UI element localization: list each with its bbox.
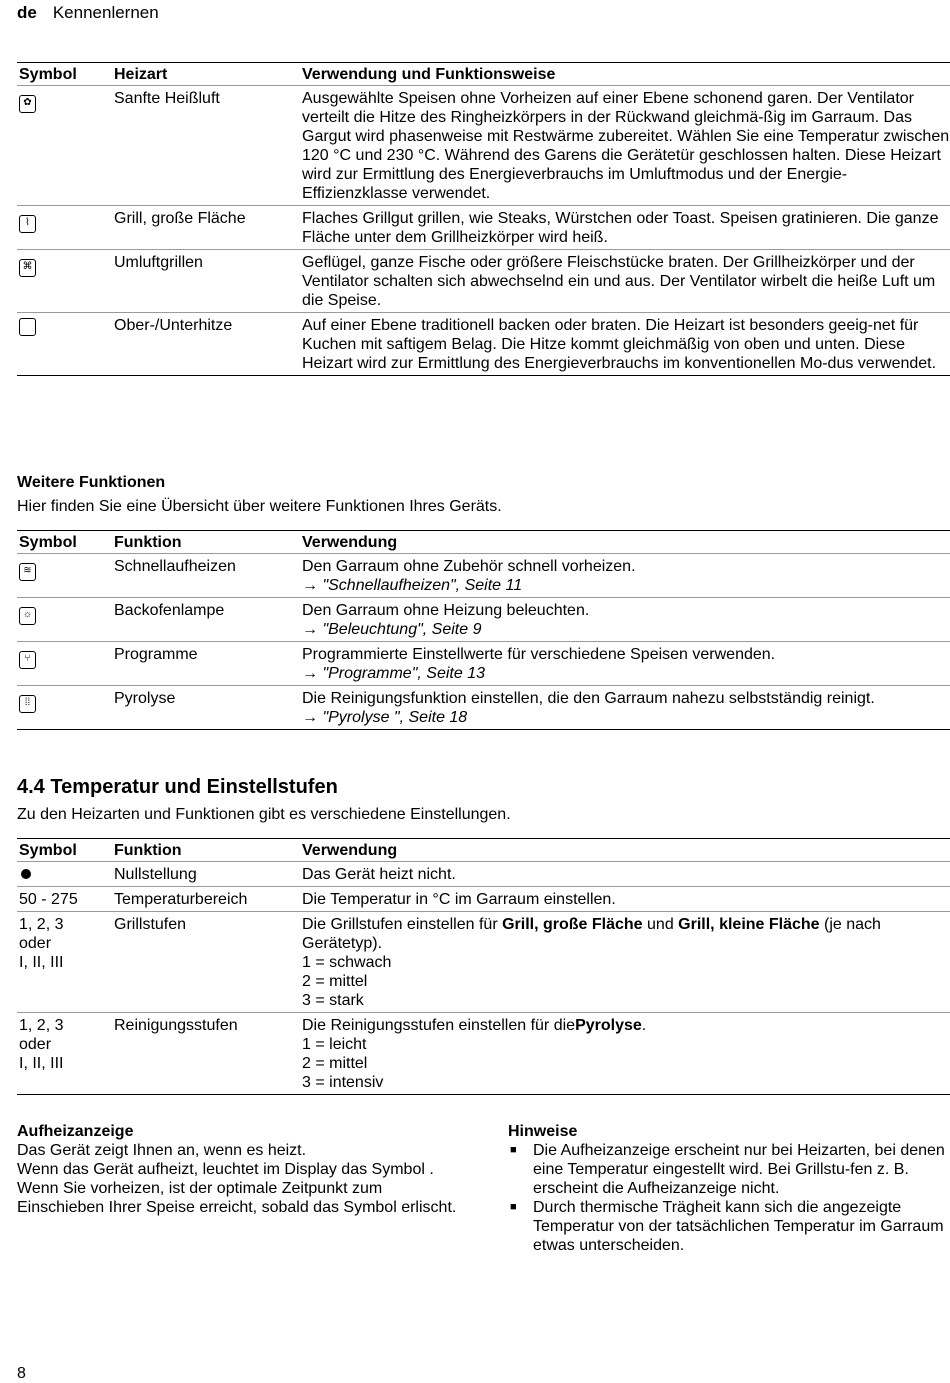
cross-reference-link[interactable]: → "Schnellaufheizen", Seite 11 [302,577,523,594]
function-name: Schnellaufheizen [112,554,300,598]
heating-mode-name: Ober-/Unterhitze [112,313,300,376]
bold-mode-name: Grill, kleine Fläche [678,916,820,933]
section-title-weitere-funktionen: Weitere Funktionen [17,474,166,491]
function-description: Programmierte Einstellwerte für verschiedene Speisen verwenden. [302,646,776,663]
text-run: Die Reinigungsstufen einstellen für die [302,1017,576,1034]
table-row [17,912,950,1013]
bold-mode-name: Grill, große Fläche [502,916,643,933]
text-run: . [641,1017,647,1034]
table-row [17,554,950,598]
function-name: Backofenlampe [112,598,300,642]
level-line: 3 = stark [302,992,364,1009]
cross-reference-link[interactable]: → "Pyrolyse ", Seite 18 [302,709,468,726]
heating-mode-description: Auf einer Ebene traditionell backen oder braten. Die Heizart ist besonders geeig-net für Kuchen mit saftigem Belag. Die Hitze kommt gleichmäßig von oben und unten. Diese Heizart wird zur Ermittlung des Energieverbrauchs im konventionellen Mo-dus verwendet. [300,313,950,376]
symbol-line: I, II, III [19,1055,64,1072]
grill-large-icon: ⌇ [19,215,36,233]
column-header-symbol: Symbol [17,531,112,554]
fan-ring-heat-icon: ✿ [19,95,36,113]
hinweise-block [508,1122,946,1255]
column-header-symbol: Symbol [17,63,112,86]
function-description: Den Garraum ohne Heizung beleuchten. [302,602,590,619]
function-name: Pyrolyse [112,686,300,730]
setting-symbol: 50 - 275 [17,887,112,912]
hinweise-list [508,1141,946,1255]
bold-mode-name: Pyrolyse [575,1017,642,1034]
function-description: Den Garraum ohne Zubehör schnell vorheizen. [302,558,636,575]
text-run: und [642,916,679,933]
setting-description: Die Temperatur in °C im Garraum einstellen. [300,887,950,912]
setting-name: Nullstellung [112,862,300,887]
fan-grill-icon: ⌘ [19,259,36,277]
setting-description [300,912,950,1013]
rapid-heat-icon: ≋ [19,563,36,581]
table-row [17,686,950,730]
column-header-funktion: Funktion [112,531,300,554]
text-run: (je nach Gerätetyp). [302,916,881,952]
symbol-line: 1, 2, 3 [19,1017,64,1034]
column-header-funktion: Funktion [112,839,300,862]
column-header-usage: Verwendung [300,531,950,554]
setting-name: Reinigungsstufen [112,1013,300,1095]
table-row [17,1013,950,1095]
list-item: ■ Die Aufheizanzeige erscheint nur bei Heizarten, bei denen eine Temperatur eingestellt wird. Bei Grillstu-fen z. B. erscheint die Aufheizanzeige nicht. [508,1141,946,1198]
settings-table [17,839,950,1095]
programs-icon: ⑂ [19,651,36,669]
table-row [17,887,950,912]
cross-reference-link[interactable]: → "Beleuchtung", Seite 9 [302,621,482,638]
aufheizanzeige-block [17,1122,457,1217]
level-line: 2 = mittel [302,1055,368,1072]
setting-description: Das Gerät heizt nicht. [300,862,950,887]
pyrolysis-icon: ⁞⁞ [19,695,36,713]
paragraph-line: Wenn das Gerät aufheizt, leuchtet im Display das Symbol . [17,1161,434,1178]
level-line: 1 = schwach [302,954,392,971]
column-header-usage: Verwendung [300,839,950,862]
text-run: Die Grillstufen einstellen für [302,916,503,933]
symbol-line: oder [19,935,52,952]
table-row [17,86,950,206]
list-item: ■ Durch thermische Trägheit kann sich die angezeigte Temperatur von der tatsächlichen Temperatur im Garraum etwas unterscheiden. [508,1198,946,1255]
paragraph-line: Das Gerät zeigt Ihnen an, wenn es heizt. [17,1142,307,1159]
aufheizanzeige-title: Aufheizanzeige [17,1123,134,1140]
section-intro: Zu den Heizarten und Funktionen gibt es verschiedene Einstellungen. [17,806,511,823]
table-row [17,642,950,686]
oven-lamp-icon: ☼ [19,607,36,625]
page-number: 8 [17,1365,26,1382]
heating-mode-name: Grill, große Fläche [112,206,300,250]
zero-position-dot-icon [21,869,31,879]
heating-mode-description: Geflügel, ganze Fische oder größere Fleischstücke braten. Der Grillheizkörper und der Ventilator schalten sich abwechselnd ein und aus. Der Ventilator wirbelt die heiße Luft um die Speise. [300,250,950,313]
heating-mode-name: Umluftgrillen [112,250,300,313]
table-row [17,206,950,250]
heating-mode-description: Ausgewählte Speisen ohne Vorheizen auf einer Ebene schonend garen. Der Ventilator verteilt die Hitze des Ringheizkörpers in der Rückwand gleichmä-ßig im Garraum. Das Gargut wird phasenweise mit Restwärme zubereitet. Wählen Sie eine Temperatur zwischen 120 °C und 230 °C. Während des Garens die Gerätetür geschlossen halten. Diese Heizart wird zur Ermittlung des Energieverbrauchs im Umluftmodus und der Energie-Effizienzklasse verwendet. [300,86,950,206]
further-functions-table [17,531,950,730]
heating-mode-name: Sanfte Heißluft [112,86,300,206]
chapter-title: Kennenlernen [52,3,159,22]
column-header-symbol: Symbol [17,839,112,862]
level-line: 3 = intensiv [302,1074,384,1091]
setting-name: Temperaturbereich [112,887,300,912]
setting-symbol [17,1013,112,1095]
section-intro: Hier finden Sie eine Übersicht über weitere Funktionen Ihres Geräts. [17,498,502,515]
language-code: de [17,3,37,22]
top-bottom-heat-icon [19,318,36,336]
level-line: 1 = leicht [302,1036,367,1053]
cross-reference-link[interactable]: → "Programme", Seite 13 [302,665,485,682]
paragraph-line: Wenn Sie vorheizen, ist der optimale Zeitpunkt zum Einschieben Ihrer Speise erreicht, sobald das Symbol erlischt. [17,1180,457,1216]
level-line: 2 = mittel [302,973,368,990]
table-row [17,862,950,887]
table-row [17,250,950,313]
setting-name: Grillstufen [112,912,300,1013]
section-heading-4-4: 4.4 Temperatur und Einstellstufen [17,776,338,798]
symbol-line: oder [19,1036,52,1053]
setting-symbol [17,912,112,1013]
page-header [17,3,159,23]
function-description: Die Reinigungsfunktion einstellen, die den Garraum nahezu selbstständig reinigt. [302,690,875,707]
setting-description [300,1013,950,1095]
symbol-line: 1, 2, 3 [19,916,64,933]
heating-modes-table [17,63,950,376]
table-row [17,598,950,642]
function-name: Programme [112,642,300,686]
column-header-heizart: Heizart [112,63,300,86]
column-header-usage: Verwendung und Funktionsweise [300,63,950,86]
heating-mode-description: Flaches Grillgut grillen, wie Steaks, Würstchen oder Toast. Speisen gratinieren. Die ganze Fläche unter dem Grillheizkörper wird heiß. [300,206,950,250]
symbol-line: I, II, III [19,954,64,971]
hinweise-title: Hinweise [508,1123,578,1140]
table-row [17,313,950,376]
